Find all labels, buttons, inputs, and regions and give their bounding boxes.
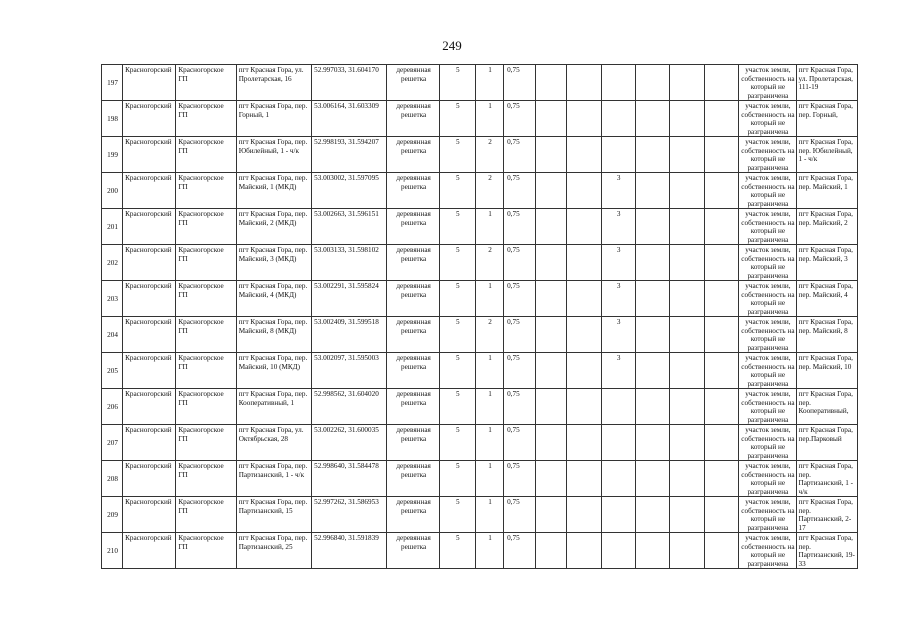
empty-cell: [567, 353, 601, 389]
container-count-cell: 1: [475, 425, 503, 461]
district-cell: Красногорский: [123, 173, 176, 209]
surface-type-cell: деревянная решетка: [387, 137, 439, 173]
surface-type-cell: деревянная решетка: [387, 533, 439, 569]
empty-cell: [669, 65, 704, 101]
district-cell: Красногорский: [123, 425, 176, 461]
container-volume-cell: 0,75: [504, 461, 536, 497]
empty-cell: [567, 533, 601, 569]
waste-sources-cell: пгт Красная Гора, пер. Майский, 1: [796, 173, 857, 209]
table-row: [102, 533, 858, 569]
container-sites-table: [101, 64, 858, 569]
row-number-cell: 203: [102, 281, 123, 317]
empty-cell: [536, 65, 567, 101]
address-cell: пгт Красная Гора, пер. Майский, 2 (МКД): [236, 209, 311, 245]
empty-cell: [536, 245, 567, 281]
address-cell: пгт Красная Гора, пер. Партизанский, 1 - ч/к: [236, 461, 311, 497]
waste-sources-cell: пгт Красная Гора, пер. Майский, 2: [796, 209, 857, 245]
empty-cell: [635, 353, 669, 389]
waste-sources-cell: пгт Красная Гора, пер. Партизанский, 1 - ч/к: [796, 461, 857, 497]
empty-cell: [669, 209, 704, 245]
empty-cell: [567, 317, 601, 353]
container-volume-cell: 0,75: [504, 317, 536, 353]
land-owner-cell: участок земли, собственность на который не разграничена: [739, 137, 796, 173]
planned-count-cell: 3: [601, 173, 635, 209]
container-count-cell: 2: [475, 137, 503, 173]
row-number-cell: 199: [102, 137, 123, 173]
empty-cell: [536, 173, 567, 209]
land-owner-cell: участок земли, собственность на который не разграничена: [739, 533, 796, 569]
settlement-cell: Красногорское ГП: [176, 245, 236, 281]
surface-type-cell: деревянная решетка: [387, 281, 439, 317]
empty-cell: [536, 209, 567, 245]
settlement-cell: Красногорское ГП: [176, 497, 236, 533]
empty-cell: [635, 281, 669, 317]
land-owner-cell: участок земли, собственность на который не разграничена: [739, 245, 796, 281]
land-owner-cell: участок земли, собственность на который не разграничена: [739, 101, 796, 137]
container-count-cell: 1: [475, 389, 503, 425]
district-cell: Красногорский: [123, 65, 176, 101]
settlement-cell: Красногорское ГП: [176, 209, 236, 245]
container-count-cell: 2: [475, 317, 503, 353]
planned-count-cell: 3: [601, 353, 635, 389]
empty-cell: [536, 281, 567, 317]
empty-cell: [536, 389, 567, 425]
empty-cell: [567, 173, 601, 209]
area-cell: 5: [439, 281, 475, 317]
planned-count-cell: [601, 65, 635, 101]
container-volume-cell: 0,75: [504, 425, 536, 461]
container-count-cell: 2: [475, 245, 503, 281]
container-volume-cell: 0,75: [504, 281, 536, 317]
waste-sources-cell: пгт Красная Гора, ул. Пролетарская, 111-19: [796, 65, 857, 101]
address-cell: пгт Красная Гора, пер. Кооперативный, 1: [236, 389, 311, 425]
waste-sources-cell: пгт Красная Гора, пер. Майский, 8: [796, 317, 857, 353]
empty-cell: [705, 389, 739, 425]
table-row: [102, 461, 858, 497]
area-cell: 5: [439, 425, 475, 461]
planned-count-cell: [601, 461, 635, 497]
container-count-cell: 1: [475, 353, 503, 389]
area-cell: 5: [439, 65, 475, 101]
container-volume-cell: 0,75: [504, 533, 536, 569]
empty-cell: [705, 425, 739, 461]
container-count-cell: 1: [475, 281, 503, 317]
container-count-cell: 1: [475, 497, 503, 533]
empty-cell: [669, 317, 704, 353]
empty-cell: [669, 533, 704, 569]
row-number-cell: 197: [102, 65, 123, 101]
settlement-cell: Красногорское ГП: [176, 173, 236, 209]
container-volume-cell: 0,75: [504, 137, 536, 173]
empty-cell: [536, 353, 567, 389]
table-row: [102, 353, 858, 389]
empty-cell: [669, 461, 704, 497]
table-row: [102, 173, 858, 209]
empty-cell: [635, 245, 669, 281]
area-cell: 5: [439, 137, 475, 173]
empty-cell: [536, 425, 567, 461]
empty-cell: [567, 101, 601, 137]
planned-count-cell: [601, 425, 635, 461]
planned-count-cell: [601, 389, 635, 425]
empty-cell: [705, 65, 739, 101]
area-cell: 5: [439, 173, 475, 209]
empty-cell: [705, 245, 739, 281]
area-cell: 5: [439, 317, 475, 353]
address-cell: пгт Красная Гора, пер. Майский, 1 (МКД): [236, 173, 311, 209]
address-cell: пгт Красная Гора, ул. Октябрьская, 28: [236, 425, 311, 461]
waste-sources-cell: пгт Красная Гора, пер. Майский, 10: [796, 353, 857, 389]
container-volume-cell: 0,75: [504, 173, 536, 209]
planned-count-cell: 3: [601, 317, 635, 353]
page-number: 249: [442, 38, 462, 53]
empty-cell: [705, 461, 739, 497]
surface-type-cell: деревянная решетка: [387, 425, 439, 461]
settlement-cell: Красногорское ГП: [176, 533, 236, 569]
table-row: [102, 137, 858, 173]
empty-cell: [567, 245, 601, 281]
address-cell: пгт Красная Гора, пер. Майский, 3 (МКД): [236, 245, 311, 281]
row-number-cell: 209: [102, 497, 123, 533]
waste-sources-cell: пгт Красная Гора, пер. Майский, 4: [796, 281, 857, 317]
settlement-cell: Красногорское ГП: [176, 281, 236, 317]
surface-type-cell: деревянная решетка: [387, 65, 439, 101]
container-volume-cell: 0,75: [504, 389, 536, 425]
settlement-cell: Красногорское ГП: [176, 389, 236, 425]
empty-cell: [705, 101, 739, 137]
empty-cell: [705, 281, 739, 317]
district-cell: Красногорский: [123, 497, 176, 533]
table-row: [102, 245, 858, 281]
address-cell: пгт Красная Гора, пер. Партизанский, 15: [236, 497, 311, 533]
surface-type-cell: деревянная решетка: [387, 317, 439, 353]
empty-cell: [705, 533, 739, 569]
land-owner-cell: участок земли, собственность на который не разграничена: [739, 317, 796, 353]
container-count-cell: 1: [475, 209, 503, 245]
coordinates-cell: 52.998562, 31.604020: [312, 389, 387, 425]
empty-cell: [567, 137, 601, 173]
coordinates-cell: 52.996840, 31.591839: [312, 533, 387, 569]
row-number-cell: 206: [102, 389, 123, 425]
coordinates-cell: 53.003133, 31.598102: [312, 245, 387, 281]
row-number-cell: 198: [102, 101, 123, 137]
land-owner-cell: участок земли, собственность на который не разграничена: [739, 281, 796, 317]
empty-cell: [705, 137, 739, 173]
container-count-cell: 1: [475, 533, 503, 569]
empty-cell: [705, 173, 739, 209]
planned-count-cell: [601, 101, 635, 137]
empty-cell: [669, 137, 704, 173]
district-cell: Красногорский: [123, 245, 176, 281]
surface-type-cell: деревянная решетка: [387, 353, 439, 389]
land-owner-cell: участок земли, собственность на который не разграничена: [739, 209, 796, 245]
empty-cell: [635, 317, 669, 353]
row-number-cell: 200: [102, 173, 123, 209]
settlement-cell: Красногорское ГП: [176, 65, 236, 101]
empty-cell: [635, 461, 669, 497]
area-cell: 5: [439, 245, 475, 281]
empty-cell: [567, 461, 601, 497]
empty-cell: [536, 137, 567, 173]
empty-cell: [536, 317, 567, 353]
coordinates-cell: 53.003002, 31.597095: [312, 173, 387, 209]
waste-sources-cell: пгт Красная Гора, пер. Партизанский, 2-17: [796, 497, 857, 533]
coordinates-cell: 52.997033, 31.604170: [312, 65, 387, 101]
land-owner-cell: участок земли, собственность на который не разграничена: [739, 173, 796, 209]
surface-type-cell: деревянная решетка: [387, 245, 439, 281]
empty-cell: [669, 425, 704, 461]
district-cell: Красногорский: [123, 533, 176, 569]
container-volume-cell: 0,75: [504, 497, 536, 533]
table-row: [102, 101, 858, 137]
container-volume-cell: 0,75: [504, 353, 536, 389]
empty-cell: [705, 353, 739, 389]
row-number-cell: 202: [102, 245, 123, 281]
surface-type-cell: деревянная решетка: [387, 101, 439, 137]
district-cell: Красногорский: [123, 101, 176, 137]
empty-cell: [669, 497, 704, 533]
container-volume-cell: 0,75: [504, 209, 536, 245]
container-count-cell: 1: [475, 461, 503, 497]
empty-cell: [669, 389, 704, 425]
empty-cell: [567, 425, 601, 461]
planned-count-cell: 3: [601, 209, 635, 245]
land-owner-cell: участок земли, собственность на который не разграничена: [739, 353, 796, 389]
table-body: [102, 65, 858, 569]
area-cell: 5: [439, 101, 475, 137]
coordinates-cell: 53.002663, 31.596151: [312, 209, 387, 245]
coordinates-cell: 53.002262, 31.600035: [312, 425, 387, 461]
address-cell: пгт Красная Гора, пер. Майский, 10 (МКД): [236, 353, 311, 389]
address-cell: пгт Красная Гора, пер. Майский, 8 (МКД): [236, 317, 311, 353]
empty-cell: [669, 245, 704, 281]
planned-count-cell: 3: [601, 281, 635, 317]
coordinates-cell: 52.998193, 31.594207: [312, 137, 387, 173]
surface-type-cell: деревянная решетка: [387, 389, 439, 425]
row-number-cell: 208: [102, 461, 123, 497]
empty-cell: [635, 425, 669, 461]
empty-cell: [567, 209, 601, 245]
empty-cell: [635, 497, 669, 533]
settlement-cell: Красногорское ГП: [176, 137, 236, 173]
empty-cell: [669, 353, 704, 389]
table-row: [102, 317, 858, 353]
area-cell: 5: [439, 497, 475, 533]
row-number-cell: 207: [102, 425, 123, 461]
container-count-cell: 2: [475, 173, 503, 209]
surface-type-cell: деревянная решетка: [387, 173, 439, 209]
address-cell: пгт Красная Гора, пер. Партизанский, 25: [236, 533, 311, 569]
address-cell: пгт Красная Гора, пер. Майский, 4 (МКД): [236, 281, 311, 317]
container-count-cell: 1: [475, 65, 503, 101]
settlement-cell: Красногорское ГП: [176, 353, 236, 389]
row-number-cell: 204: [102, 317, 123, 353]
container-count-cell: 1: [475, 101, 503, 137]
coordinates-cell: 53.002291, 31.595824: [312, 281, 387, 317]
waste-sources-cell: пгт Красная Гора, пер. Кооперативный,: [796, 389, 857, 425]
row-number-cell: 205: [102, 353, 123, 389]
table-row: [102, 281, 858, 317]
empty-cell: [536, 101, 567, 137]
table-row: [102, 425, 858, 461]
empty-cell: [635, 533, 669, 569]
area-cell: 5: [439, 353, 475, 389]
empty-cell: [705, 317, 739, 353]
land-owner-cell: участок земли, собственность на который не разграничена: [739, 389, 796, 425]
row-number-cell: 210: [102, 533, 123, 569]
address-cell: пгт Красная Гора, ул. Пролетарская, 16: [236, 65, 311, 101]
planned-count-cell: [601, 533, 635, 569]
table-row: [102, 497, 858, 533]
coordinates-cell: 53.006164, 31.603309: [312, 101, 387, 137]
area-cell: 5: [439, 461, 475, 497]
empty-cell: [669, 173, 704, 209]
planned-count-cell: 3: [601, 245, 635, 281]
waste-sources-cell: пгт Красная Гора, пер. Майский, 3: [796, 245, 857, 281]
empty-cell: [635, 137, 669, 173]
empty-cell: [635, 101, 669, 137]
district-cell: Красногорский: [123, 353, 176, 389]
table-row: [102, 389, 858, 425]
empty-cell: [567, 65, 601, 101]
surface-type-cell: деревянная решетка: [387, 209, 439, 245]
area-cell: 5: [439, 533, 475, 569]
surface-type-cell: деревянная решетка: [387, 461, 439, 497]
district-cell: Красногорский: [123, 281, 176, 317]
empty-cell: [705, 497, 739, 533]
land-owner-cell: участок земли, собственность на который не разграничена: [739, 425, 796, 461]
empty-cell: [536, 461, 567, 497]
container-volume-cell: 0,75: [504, 245, 536, 281]
empty-cell: [635, 65, 669, 101]
settlement-cell: Красногорское ГП: [176, 317, 236, 353]
container-volume-cell: 0,75: [504, 101, 536, 137]
settlement-cell: Красногорское ГП: [176, 425, 236, 461]
row-number-cell: 201: [102, 209, 123, 245]
waste-sources-cell: пгт Красная Гора, пер. Юбилейный, 1 - ч/к: [796, 137, 857, 173]
waste-sources-cell: пгт Красная Гора, пер. Партизанский, 19-33: [796, 533, 857, 569]
land-owner-cell: участок земли, собственность на который не разграничена: [739, 497, 796, 533]
district-cell: Красногорский: [123, 461, 176, 497]
empty-cell: [567, 497, 601, 533]
empty-cell: [669, 101, 704, 137]
empty-cell: [635, 209, 669, 245]
district-cell: Красногорский: [123, 389, 176, 425]
coordinates-cell: 52.997262, 31.586953: [312, 497, 387, 533]
surface-type-cell: деревянная решетка: [387, 497, 439, 533]
empty-cell: [536, 533, 567, 569]
empty-cell: [567, 389, 601, 425]
district-cell: Красногорский: [123, 317, 176, 353]
empty-cell: [567, 281, 601, 317]
land-owner-cell: участок земли, собственность на который не разграничена: [739, 461, 796, 497]
settlement-cell: Красногорское ГП: [176, 461, 236, 497]
empty-cell: [635, 389, 669, 425]
empty-cell: [669, 281, 704, 317]
district-cell: Красногорский: [123, 209, 176, 245]
planned-count-cell: [601, 137, 635, 173]
coordinates-cell: 52.998640, 31.584478: [312, 461, 387, 497]
table-row: [102, 209, 858, 245]
coordinates-cell: 53.002097, 31.595003: [312, 353, 387, 389]
waste-sources-cell: пгт Красная Гора, пер.Парковый: [796, 425, 857, 461]
empty-cell: [635, 173, 669, 209]
area-cell: 5: [439, 389, 475, 425]
waste-sources-cell: пгт Красная Гора, пер. Горный,: [796, 101, 857, 137]
settlement-cell: Красногорское ГП: [176, 101, 236, 137]
land-owner-cell: участок земли, собственность на который не разграничена: [739, 65, 796, 101]
planned-count-cell: [601, 497, 635, 533]
container-volume-cell: 0,75: [504, 65, 536, 101]
coordinates-cell: 53.002409, 31.599518: [312, 317, 387, 353]
empty-cell: [536, 497, 567, 533]
address-cell: пгт Красная Гора, пер. Горный, 1: [236, 101, 311, 137]
district-cell: Красногорский: [123, 137, 176, 173]
empty-cell: [705, 209, 739, 245]
table-row: [102, 65, 858, 101]
area-cell: 5: [439, 209, 475, 245]
address-cell: пгт Красная Гора, пер. Юбилейный, 1 - ч/к: [236, 137, 311, 173]
